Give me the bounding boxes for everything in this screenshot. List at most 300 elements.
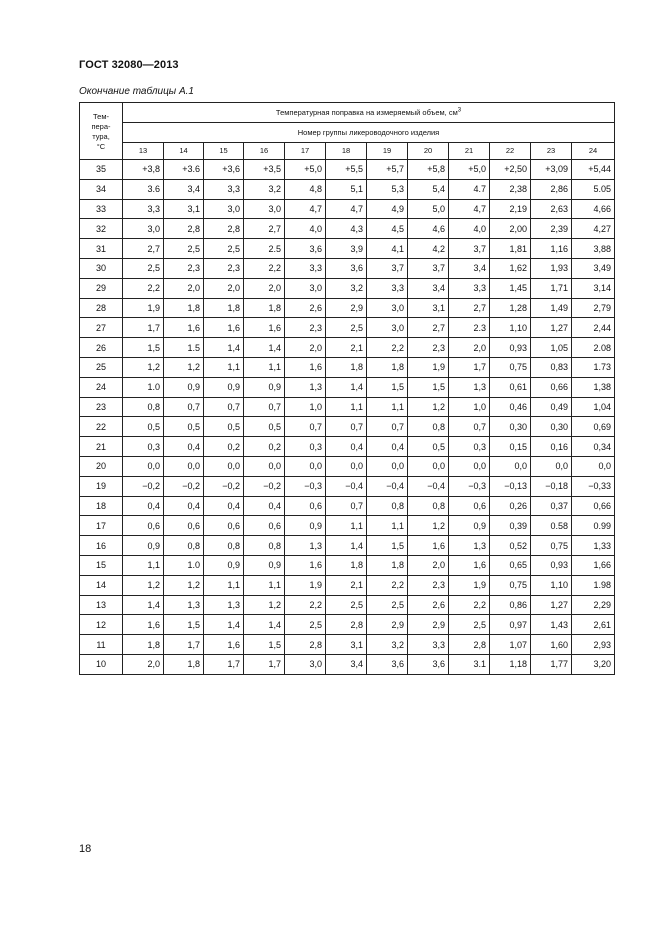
correction-value-cell: 2,0 [244, 278, 285, 298]
correction-value-cell: 0,39 [490, 516, 531, 536]
correction-value-cell: 0,0 [244, 456, 285, 476]
correction-value-cell: 0,4 [123, 496, 164, 516]
correction-header [123, 103, 615, 123]
correction-value-cell: 0,0 [123, 456, 164, 476]
correction-value-cell: 3,14 [572, 278, 615, 298]
table-row [80, 654, 615, 674]
correction-value-cell: 2,7 [408, 318, 449, 338]
correction-value-cell: 0,52 [490, 536, 531, 556]
correction-value-cell: 2.5 [244, 239, 285, 259]
table-row [80, 258, 615, 278]
correction-value-cell: −0,3 [449, 476, 490, 496]
temperature-cell: 10 [80, 654, 123, 674]
correction-value-cell: 1,66 [572, 555, 615, 575]
correction-value-cell: 1.5 [164, 338, 204, 358]
table-row [80, 357, 615, 377]
correction-value-cell: 4,9 [367, 199, 408, 219]
temperature-cell: 15 [80, 555, 123, 575]
correction-value-cell: 2,5 [123, 258, 164, 278]
correction-value-cell: 4,3 [326, 219, 367, 239]
temperature-cell: 35 [80, 160, 123, 180]
correction-value-cell: 1,1 [367, 397, 408, 417]
table-row [80, 219, 615, 239]
correction-value-cell: 0,2 [204, 437, 244, 457]
correction-value-cell: 0.99 [572, 516, 615, 536]
correction-value-cell: 2,6 [408, 595, 449, 615]
correction-value-cell: 1,27 [531, 595, 572, 615]
temperature-cell: 29 [80, 278, 123, 298]
correction-value-cell: 0,66 [531, 377, 572, 397]
temperature-cell: 18 [80, 496, 123, 516]
correction-value-cell: −0,2 [244, 476, 285, 496]
correction-value-cell: 1,3 [449, 536, 490, 556]
group-number-cell: 21 [449, 143, 490, 160]
correction-value-cell: 3,6 [367, 654, 408, 674]
correction-value-cell: 3,0 [367, 318, 408, 338]
correction-value-cell: 2,8 [285, 635, 326, 655]
correction-value-cell: 2,19 [490, 199, 531, 219]
correction-value-cell: 0,26 [490, 496, 531, 516]
correction-value-cell: 0,8 [244, 536, 285, 556]
correction-value-cell: 1,4 [326, 536, 367, 556]
correction-value-cell: 1,16 [531, 239, 572, 259]
temperature-cell: 27 [80, 318, 123, 338]
correction-value-cell: 0,7 [326, 417, 367, 437]
correction-value-cell: 1,6 [408, 536, 449, 556]
correction-value-cell: +5,0 [449, 160, 490, 180]
table-row [80, 160, 615, 180]
correction-value-cell: 1,04 [572, 397, 615, 417]
correction-value-cell: 2,3 [164, 258, 204, 278]
correction-value-cell: 1,8 [367, 555, 408, 575]
correction-value-cell: +5,0 [285, 160, 326, 180]
temperature-cell: 23 [80, 397, 123, 417]
group-number-cell: 22 [490, 143, 531, 160]
correction-value-cell: 5,4 [408, 179, 449, 199]
correction-value-cell: 0,5 [123, 417, 164, 437]
correction-value-cell: 0,3 [123, 437, 164, 457]
group-number-cell: 13 [123, 143, 164, 160]
correction-value-cell: 0,0 [326, 456, 367, 476]
correction-value-cell: 2,2 [449, 595, 490, 615]
temperature-cell: 20 [80, 456, 123, 476]
correction-value-cell: 1,9 [123, 298, 164, 318]
correction-value-cell: 3,7 [367, 258, 408, 278]
correction-value-cell: 2,86 [531, 179, 572, 199]
correction-value-cell: 1,6 [204, 318, 244, 338]
temperature-cell: 24 [80, 377, 123, 397]
correction-value-cell: 1,6 [244, 318, 285, 338]
correction-value-cell: 3,3 [408, 635, 449, 655]
correction-value-cell: 0,3 [285, 437, 326, 457]
correction-value-cell: 0,3 [449, 437, 490, 457]
correction-value-cell: 2,5 [285, 615, 326, 635]
correction-value-cell: 3,7 [449, 239, 490, 259]
temperature-correction-table [79, 102, 615, 675]
temp-header-line: пера- [91, 122, 111, 131]
correction-value-cell: 1,81 [490, 239, 531, 259]
correction-value-cell: 1.0 [123, 377, 164, 397]
correction-value-cell: 0,9 [244, 377, 285, 397]
correction-value-cell: 1,8 [123, 635, 164, 655]
correction-value-cell: 1,7 [204, 654, 244, 674]
group-number-cell: 18 [326, 143, 367, 160]
correction-value-cell: 0,0 [367, 456, 408, 476]
correction-value-cell: 1,18 [490, 654, 531, 674]
correction-value-cell: 0,9 [164, 377, 204, 397]
correction-value-cell: 0,30 [490, 417, 531, 437]
correction-value-cell: 1,3 [449, 377, 490, 397]
correction-value-cell: 5,0 [408, 199, 449, 219]
correction-value-cell: 1,71 [531, 278, 572, 298]
correction-value-cell: 4,5 [367, 219, 408, 239]
correction-value-cell: 1,5 [164, 615, 204, 635]
correction-value-cell: 2,2 [367, 575, 408, 595]
correction-value-cell: 4,7 [285, 199, 326, 219]
correction-value-cell: 1,8 [164, 654, 204, 674]
correction-value-cell: 2,39 [531, 219, 572, 239]
correction-value-cell: 2,6 [285, 298, 326, 318]
correction-value-cell: 1.98 [572, 575, 615, 595]
correction-value-cell: 3,7 [408, 258, 449, 278]
correction-value-cell: 1,5 [123, 338, 164, 358]
temperature-cell: 26 [80, 338, 123, 358]
correction-value-cell: 2,79 [572, 298, 615, 318]
group-number-cell: 23 [531, 143, 572, 160]
correction-value-cell: 3,0 [285, 654, 326, 674]
correction-value-cell: 0,6 [449, 496, 490, 516]
correction-value-cell: 1,7 [449, 357, 490, 377]
correction-value-cell: 0,5 [244, 417, 285, 437]
correction-value-cell: 1,45 [490, 278, 531, 298]
correction-value-cell: 1,33 [572, 536, 615, 556]
correction-value-cell: 0,0 [164, 456, 204, 476]
correction-value-cell: 3,6 [408, 654, 449, 674]
correction-value-cell: +3,8 [123, 160, 164, 180]
group-number-cell: 14 [164, 143, 204, 160]
correction-value-cell: 2,29 [572, 595, 615, 615]
correction-value-cell: 0,7 [164, 397, 204, 417]
correction-value-cell: 0,8 [408, 417, 449, 437]
correction-value-cell: 0,2 [244, 437, 285, 457]
correction-value-cell: 0,4 [164, 437, 204, 457]
table-row [80, 595, 615, 615]
correction-value-cell: 1,5 [244, 635, 285, 655]
group-header: Номер группы ликероводочного изделия [123, 123, 615, 143]
correction-value-cell: 1,38 [572, 377, 615, 397]
correction-value-cell: 3,0 [123, 219, 164, 239]
correction-value-cell: 0,7 [326, 496, 367, 516]
correction-value-cell: 3,3 [367, 278, 408, 298]
correction-value-cell: 2,5 [164, 239, 204, 259]
correction-value-cell: 1,2 [123, 357, 164, 377]
correction-value-cell: 2,1 [326, 338, 367, 358]
correction-value-cell: −0,13 [490, 476, 531, 496]
table-container [79, 102, 614, 675]
correction-value-cell: 1,7 [123, 318, 164, 338]
group-number-cell: 20 [408, 143, 449, 160]
table-row [80, 179, 615, 199]
table-row [80, 635, 615, 655]
correction-value-cell: 0,7 [244, 397, 285, 417]
correction-value-cell: +5,8 [408, 160, 449, 180]
table-row [80, 338, 615, 358]
correction-value-cell: 1,27 [531, 318, 572, 338]
correction-value-cell: 0,8 [408, 496, 449, 516]
correction-value-cell: 3.1 [449, 654, 490, 674]
correction-value-cell: 0,61 [490, 377, 531, 397]
correction-value-cell: 0,83 [531, 357, 572, 377]
table-row [80, 377, 615, 397]
table-caption: Окончание таблицы А.1 [79, 86, 194, 97]
correction-value-cell: 3,6 [326, 258, 367, 278]
correction-value-cell: 0,9 [204, 555, 244, 575]
correction-value-cell: 1,4 [244, 615, 285, 635]
correction-value-cell: 1,1 [123, 555, 164, 575]
correction-value-cell: 1,1 [367, 516, 408, 536]
correction-value-cell: 0,9 [244, 555, 285, 575]
correction-value-cell: 2,1 [326, 575, 367, 595]
correction-value-cell: 3,3 [449, 278, 490, 298]
correction-value-cell: 1,1 [204, 357, 244, 377]
correction-value-cell: 2,3 [408, 338, 449, 358]
correction-value-cell: 0,8 [367, 496, 408, 516]
correction-value-cell: 2,0 [164, 278, 204, 298]
correction-value-cell: 1,77 [531, 654, 572, 674]
correction-value-cell: 1,2 [123, 575, 164, 595]
correction-value-cell: 0,34 [572, 437, 615, 457]
correction-value-cell: 0,9 [449, 516, 490, 536]
correction-value-cell: 0,4 [164, 496, 204, 516]
correction-value-cell: 1,7 [244, 654, 285, 674]
correction-value-cell: 4,7 [449, 199, 490, 219]
correction-value-cell: 0,0 [449, 456, 490, 476]
correction-value-cell: 1,28 [490, 298, 531, 318]
correction-value-cell: 2,2 [123, 278, 164, 298]
correction-value-cell: 1,2 [164, 575, 204, 595]
correction-value-cell: 1,3 [285, 536, 326, 556]
correction-value-cell: 0,7 [285, 417, 326, 437]
correction-value-cell: 2,3 [408, 575, 449, 595]
correction-value-cell: 1,2 [408, 397, 449, 417]
correction-value-cell: 1,8 [326, 555, 367, 575]
correction-value-cell: 0,8 [164, 536, 204, 556]
correction-value-cell: 3,20 [572, 654, 615, 674]
temperature-cell: 19 [80, 476, 123, 496]
temp-header-line: °С [96, 142, 106, 151]
correction-value-cell: 3,4 [449, 258, 490, 278]
correction-value-cell: 3,4 [326, 654, 367, 674]
correction-value-cell: 0,5 [164, 417, 204, 437]
correction-value-cell: 0,7 [449, 417, 490, 437]
correction-value-cell: 0,9 [204, 377, 244, 397]
correction-value-cell: 2,0 [285, 338, 326, 358]
correction-value-cell: 0,8 [123, 397, 164, 417]
correction-value-cell: 2,8 [326, 615, 367, 635]
group-number-cell: 15 [204, 143, 244, 160]
correction-value-cell: 1,6 [123, 615, 164, 635]
correction-value-cell: 1,0 [285, 397, 326, 417]
temperature-cell: 11 [80, 635, 123, 655]
correction-value-cell: 2,00 [490, 219, 531, 239]
correction-value-cell: 2,2 [285, 595, 326, 615]
correction-value-cell: 4,8 [285, 179, 326, 199]
correction-value-cell: 0,69 [572, 417, 615, 437]
correction-value-cell: +5,5 [326, 160, 367, 180]
correction-value-cell: 2,3 [285, 318, 326, 338]
correction-value-cell: 0,86 [490, 595, 531, 615]
correction-value-cell: 1,5 [367, 536, 408, 556]
correction-value-cell: +3,5 [244, 160, 285, 180]
correction-value-cell: 2,5 [367, 595, 408, 615]
correction-value-cell: 0,66 [572, 496, 615, 516]
correction-value-cell: 0,75 [531, 536, 572, 556]
correction-value-cell: 1,2 [408, 516, 449, 536]
group-number-cell: 19 [367, 143, 408, 160]
correction-value-cell: 2,8 [449, 635, 490, 655]
correction-value-cell: 2,38 [490, 179, 531, 199]
temp-header-line: Тем- [93, 112, 109, 121]
correction-value-cell: +3,6 [204, 160, 244, 180]
correction-value-cell: 3,88 [572, 239, 615, 259]
correction-value-cell: 1,9 [408, 357, 449, 377]
correction-value-cell: 0,0 [285, 456, 326, 476]
correction-value-cell: 1,8 [326, 357, 367, 377]
correction-value-cell: 2,3 [204, 258, 244, 278]
correction-value-cell: 1,60 [531, 635, 572, 655]
correction-value-cell: +2,50 [490, 160, 531, 180]
table-body [80, 160, 615, 675]
correction-value-cell: −0,18 [531, 476, 572, 496]
correction-value-cell: 4,1 [367, 239, 408, 259]
correction-value-cell: 0,7 [204, 397, 244, 417]
correction-value-cell: 5.05 [572, 179, 615, 199]
correction-value-cell: 1,4 [204, 338, 244, 358]
temperature-cell: 12 [80, 615, 123, 635]
correction-value-cell: 0,0 [204, 456, 244, 476]
correction-value-cell: 2,9 [367, 615, 408, 635]
table-row [80, 516, 615, 536]
correction-header-text: Температурная поправка на измеряемый объем, см [275, 107, 458, 117]
correction-value-cell: 1,6 [285, 357, 326, 377]
correction-value-cell: 0,46 [490, 397, 531, 417]
correction-value-cell: 2,7 [449, 298, 490, 318]
correction-value-cell: 3,0 [285, 278, 326, 298]
temperature-cell: 34 [80, 179, 123, 199]
table-row [80, 456, 615, 476]
table-row [80, 397, 615, 417]
correction-value-cell: 3,1 [164, 199, 204, 219]
correction-value-cell: 1,8 [367, 357, 408, 377]
correction-value-cell: 3,1 [408, 298, 449, 318]
table-row [80, 239, 615, 259]
correction-value-cell: 0,75 [490, 357, 531, 377]
correction-value-cell: 1,1 [326, 516, 367, 536]
correction-value-cell: 0,4 [367, 437, 408, 457]
correction-value-cell: +3,09 [531, 160, 572, 180]
correction-value-cell: 1,6 [449, 555, 490, 575]
correction-value-cell: 0,65 [490, 555, 531, 575]
correction-value-cell: 4,6 [408, 219, 449, 239]
correction-value-cell: 2,0 [123, 654, 164, 674]
correction-value-cell: 1,1 [244, 575, 285, 595]
correction-value-cell: 3,0 [204, 199, 244, 219]
correction-value-cell: 2.3 [449, 318, 490, 338]
correction-value-cell: −0,3 [285, 476, 326, 496]
correction-value-cell: 1,10 [531, 575, 572, 595]
correction-value-cell: 2,2 [244, 258, 285, 278]
correction-value-cell: 0,93 [490, 338, 531, 358]
correction-value-cell: 0,0 [408, 456, 449, 476]
correction-value-cell: 1,49 [531, 298, 572, 318]
correction-value-cell: 0,4 [326, 437, 367, 457]
table-row [80, 536, 615, 556]
correction-value-cell: 2,9 [408, 615, 449, 635]
temperature-cell: 13 [80, 595, 123, 615]
document-header: ГОСТ 32080—2013 [79, 59, 179, 71]
correction-value-cell: +5,44 [572, 160, 615, 180]
correction-value-cell: 0,93 [531, 555, 572, 575]
correction-value-cell: 0,30 [531, 417, 572, 437]
correction-value-cell: 1,1 [244, 357, 285, 377]
correction-value-cell: 4,0 [285, 219, 326, 239]
correction-value-cell: 0,97 [490, 615, 531, 635]
correction-value-cell: 2,7 [123, 239, 164, 259]
table-row [80, 437, 615, 457]
correction-value-cell: +5,7 [367, 160, 408, 180]
correction-value-cell: 0,8 [204, 536, 244, 556]
correction-value-cell: 1,3 [285, 377, 326, 397]
correction-value-cell: 1,1 [326, 397, 367, 417]
table-row [80, 278, 615, 298]
correction-value-cell: 2,0 [204, 278, 244, 298]
temperature-cell: 22 [80, 417, 123, 437]
correction-value-cell: −0,2 [123, 476, 164, 496]
table-row [80, 318, 615, 338]
correction-value-cell: 1,5 [367, 377, 408, 397]
correction-value-cell: 0,0 [572, 456, 615, 476]
correction-value-cell: 2,5 [326, 318, 367, 338]
correction-value-cell: 1,10 [490, 318, 531, 338]
correction-value-cell: 0,37 [531, 496, 572, 516]
correction-value-cell: 1,4 [123, 595, 164, 615]
correction-value-cell: 3,4 [408, 278, 449, 298]
correction-value-cell: 1,3 [164, 595, 204, 615]
correction-value-cell: 3,3 [204, 179, 244, 199]
correction-value-cell: 1,4 [326, 377, 367, 397]
correction-value-cell: 5,1 [326, 179, 367, 199]
correction-value-cell: 2.08 [572, 338, 615, 358]
correction-value-cell: −0,4 [367, 476, 408, 496]
correction-value-cell: 0,6 [204, 516, 244, 536]
correction-value-cell: −0,2 [204, 476, 244, 496]
correction-value-cell: 4,7 [326, 199, 367, 219]
correction-value-cell: 2,7 [244, 219, 285, 239]
correction-value-cell: 0,16 [531, 437, 572, 457]
group-number-cell: 24 [572, 143, 615, 160]
correction-value-cell: 2,61 [572, 615, 615, 635]
correction-value-cell: 3,4 [164, 179, 204, 199]
correction-value-cell: 2,5 [326, 595, 367, 615]
correction-value-cell: 0,4 [204, 496, 244, 516]
correction-value-cell: 2,5 [449, 615, 490, 635]
correction-value-cell: +3.6 [164, 160, 204, 180]
correction-value-cell: 1,7 [164, 635, 204, 655]
correction-value-cell: 2,9 [326, 298, 367, 318]
correction-value-cell: −0,2 [164, 476, 204, 496]
correction-value-cell: 3,6 [285, 239, 326, 259]
correction-value-cell: 0,6 [244, 516, 285, 536]
